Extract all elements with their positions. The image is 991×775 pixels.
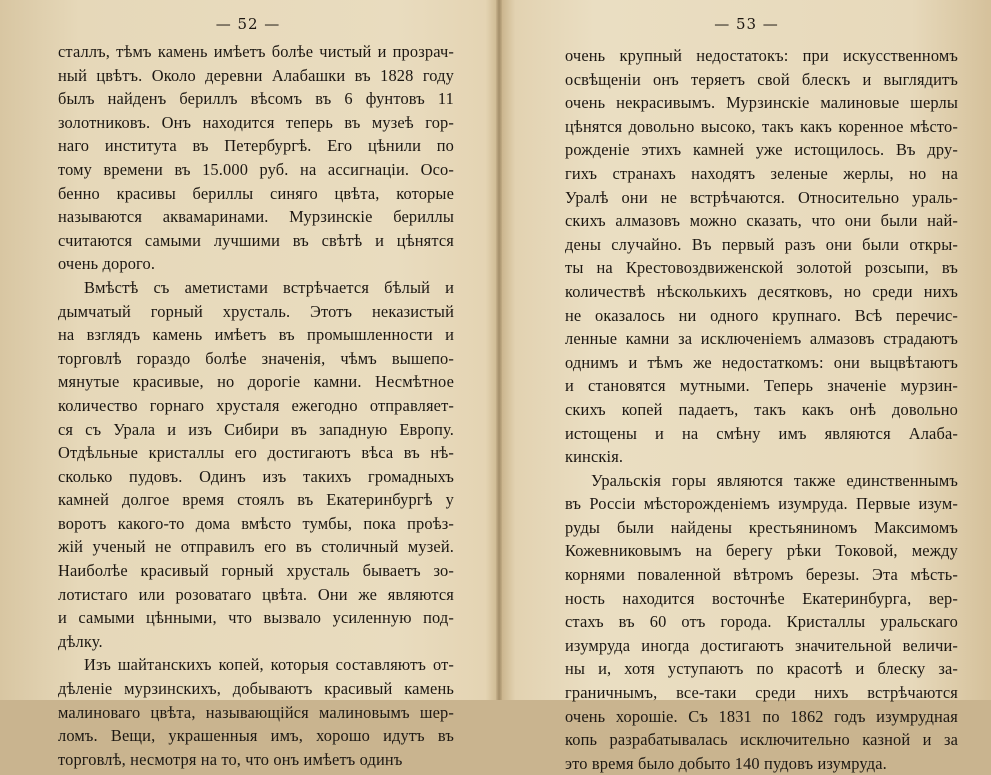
text-line: копь разрабатывалась исключительно казной и за	[565, 730, 958, 750]
text-line: освѣщеніи онъ теряетъ свой блескъ и выглядитъ	[565, 69, 958, 89]
text-line: ломъ. Вещи, украшенныя имъ, хорошо идутъ въ	[58, 726, 454, 746]
text-line: дѣленіе мурзинскихъ, добываютъ красивый камень	[58, 679, 454, 699]
text-line: торговлѣ гораздо болѣе значенія, чѣмъ вышепо-	[58, 348, 454, 368]
text-line: и становятся мутными. Теперь значеніе мурзин-	[565, 376, 958, 396]
text-line: бенно красивы бериллы синяго цвѣта, которые	[58, 183, 454, 203]
text-line: на взглядъ камень имѣетъ въ промышленности и	[58, 325, 454, 345]
text-line: Кожевниковымъ на берегу рѣки Токовой, между	[565, 541, 958, 561]
text-line: ность находится восточнѣе Екатеринбурга, вер-	[565, 588, 958, 608]
left-page	[0, 0, 496, 769]
text-line: ны и, хотя уступаютъ по красотѣ и блеску за-	[565, 659, 958, 679]
text-line: Изъ шайтанскихъ копей, которыя составляютъ от-	[84, 655, 454, 675]
left-page-text	[58, 40, 454, 771]
text-line: граничнымъ, все-таки среди нихъ встрѣчаются	[565, 683, 958, 703]
text-line: очень крупный недостатокъ: при искусственномъ	[565, 46, 958, 65]
text-line: стахъ въ 60 отъ города. Кристаллы уральскаго	[565, 612, 958, 632]
text-line: это время было добыто 140 пудовъ изумруда.	[565, 753, 887, 773]
text-line: не оказалось ни одного крупнаго. Всѣ перечис-	[565, 305, 958, 325]
text-line: дѣлку.	[58, 631, 103, 651]
text-line: считаются самыми лучшими въ свѣтѣ и цѣнятся	[58, 230, 454, 250]
text-line: корнями поваленной вѣтромъ березы. Эта мѣсть-	[565, 565, 958, 585]
text-line: гихъ странахъ находятъ зеленые жерлы, но на	[565, 163, 958, 183]
text-line: количествѣ нѣсколькихъ десятковъ, но среди нихъ	[565, 281, 958, 301]
text-line: Уралѣ они не встрѣчаются. Относительно ураль-	[565, 187, 958, 207]
text-line: сколько пудовъ. Одинъ изъ такихъ громадныхъ	[58, 466, 454, 486]
text-line: очень дорого.	[58, 254, 156, 274]
text-line: рожденіе этихъ камней уже истощилось. Въ дру-	[565, 140, 958, 160]
page-number-52: — 52 —	[215, 15, 281, 33]
text-line: жій ученый не отправилъ его въ столичный музей.	[58, 537, 454, 557]
text-line: очень некрасивымъ. Мурзинскіе малиновые шерлы	[565, 93, 958, 113]
text-line: количество горнаго хрусталя ежегодно отправляет-	[58, 395, 454, 415]
text-line: дены случайно. Въ первый разъ они были откры-	[565, 234, 958, 254]
text-line: камней долгое время стоялъ въ Екатеринбургѣ у	[58, 490, 454, 510]
text-line: ся съ Урала и изъ Сибири въ западную Европу.	[58, 419, 454, 439]
page-number-53: — 53 —	[714, 15, 779, 33]
text-line: ты на Крестовоздвиженской золотой розсыпи, въ	[565, 258, 958, 278]
text-line: торговлѣ, несмотря на то, что онъ имѣетъ одинъ	[58, 749, 403, 769]
text-line: тому времени въ 15.000 руб. на ассигнаціи. Осо-	[58, 159, 454, 179]
text-line: малиноваго цвѣта, называющійся малиновымъ шер-	[58, 702, 454, 722]
text-line: кинскія.	[565, 447, 624, 467]
text-line: дымчатый горный хрусталь. Этотъ неказистый	[58, 301, 454, 321]
text-line: ленные камни за исключеніемъ алмазовъ страдаютъ	[565, 329, 958, 349]
text-line: и самыми цѣнными, что вызвало усиленную под-	[58, 608, 454, 628]
right-page-text	[565, 44, 958, 775]
text-line: очень хорошіе. Съ 1831 по 1862 годъ изумрудная	[565, 706, 958, 726]
text-line: скихъ алмазовъ можно сказать, что они были най-	[565, 211, 958, 231]
text-line: сталлъ, тѣмъ камень имѣетъ болѣе чистый и прозрач-	[58, 42, 454, 61]
text-line: руды были найдены крестьяниномъ Максимомъ	[565, 517, 958, 537]
text-line: мянутые красивые, но дорогіе камни. Несмѣтное	[58, 372, 454, 392]
text-line: скихъ копей падаетъ, такъ какъ онѣ довольно	[565, 399, 958, 419]
text-line: Отдѣльные кристаллы его достигаютъ вѣса въ нѣ-	[58, 443, 454, 463]
text-line: Вмѣстѣ съ аметистами встрѣчается бѣлый и	[84, 277, 454, 297]
text-line: воротъ какого-то дома вмѣсто тумбы, пока проѣз-	[58, 513, 454, 533]
text-line: золотниковъ. Онъ находится теперь въ музеѣ гор-	[58, 112, 454, 132]
text-line: наго института въ Петербургѣ. Его цѣнили по	[58, 136, 454, 156]
text-line: въ Россіи мѣсторожденіемъ изумруда. Первые изум-	[565, 494, 958, 514]
text-line: былъ найденъ бериллъ вѣсомъ въ 6 фунтовъ 11	[58, 89, 454, 109]
text-line: цѣнятся довольно высоко, такъ какъ коренное мѣсто-	[565, 116, 958, 136]
text-line: Уральскія горы являются также единственнымъ	[591, 470, 958, 490]
text-line: однимъ и тѣмъ же недостаткомъ: они выцвѣтаютъ	[565, 352, 958, 372]
text-line: ный цвѣтъ. Около деревни Алабашки въ 1828 году	[58, 65, 454, 85]
text-line: лотистаго или розоватаго цвѣта. Они же являются	[58, 584, 454, 604]
text-line: Наиболѣе красивый горный хрусталь бываетъ зо-	[58, 561, 454, 581]
right-page	[502, 0, 991, 773]
text-line: истощены и на смѣну имъ являются Алаба-	[565, 423, 958, 443]
text-line: изумруда иногда достигаютъ значительной величи-	[565, 635, 958, 655]
text-line: называются аквамаринами. Мурзинскіе бериллы	[58, 207, 454, 227]
